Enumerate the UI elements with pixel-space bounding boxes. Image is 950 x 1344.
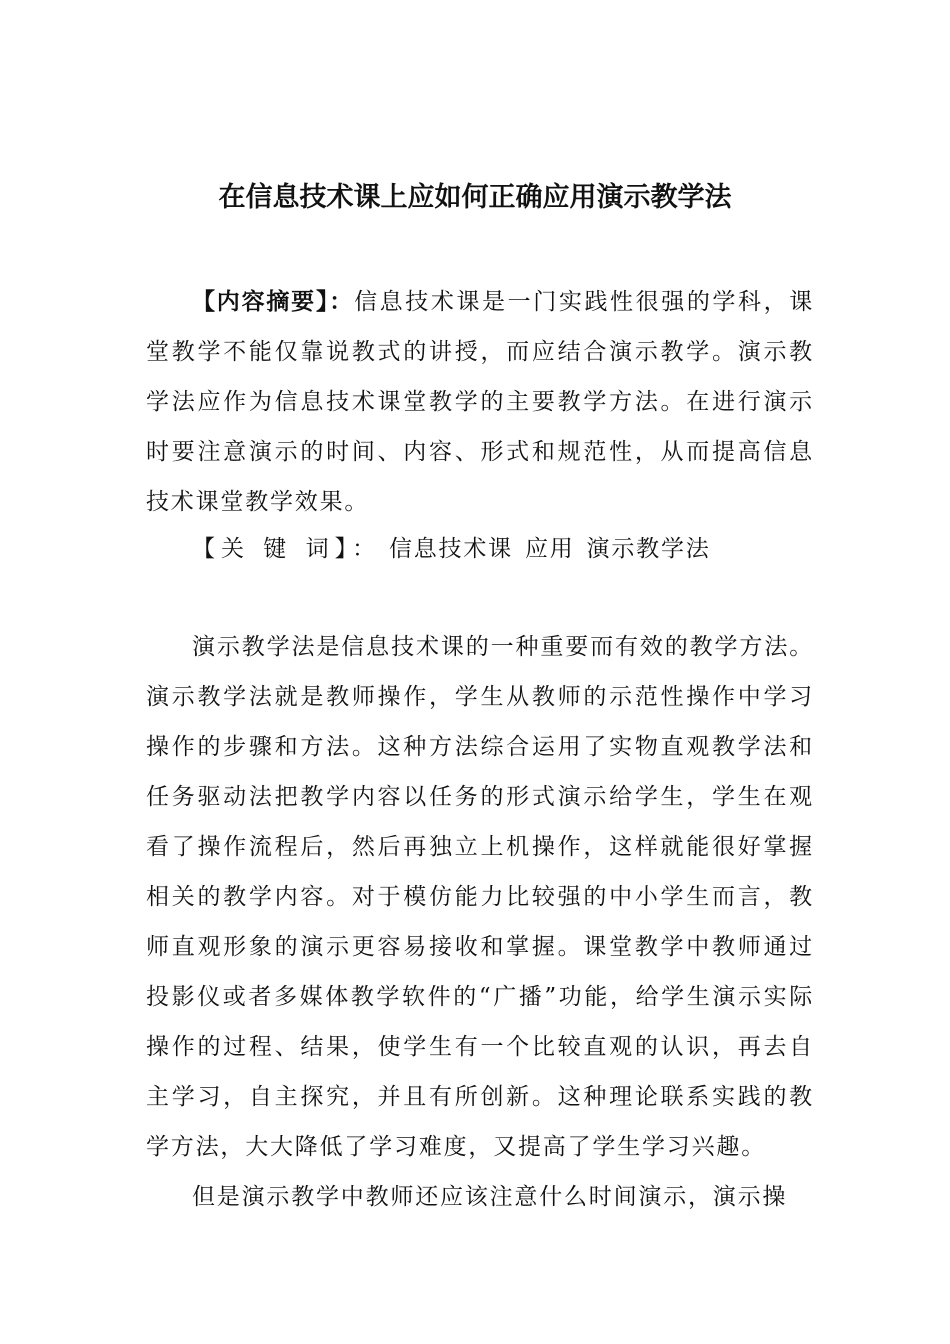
keywords-line bbox=[146, 524, 814, 574]
keyword-item: 应用 bbox=[524, 536, 575, 562]
body-paragraph: 演示教学法是信息技术课的一种重要而有效的教学方法。演示教学法就是教师操作，学生从教师的示范性操作中学习操作的步骤和方法。这种方法综合运用了实物直观教学法和任务驱动法把教学内容以任务的形式演示给学生，学生在观看了操作流程后，然后再独立上机操作，这样就能很好掌握相关的教学内容。对于模仿能力比较强的中小学生而言，教师直观形象的演示更容易接收和掌握。课堂教学中教师通过投影仪或者多媒体教学软件的“广播”功能，给学生演示实际操作的过程、结果，使学生有一个比较直观的认识，再去自主学习，自主探究，并且有所创新。这种理论联系实践的教学方法，大大降低了学习难度，又提高了学生学习兴趣。 bbox=[146, 634, 814, 1160]
abstract-section bbox=[146, 277, 814, 527]
abstract-label: 【内容摘要】 bbox=[192, 289, 330, 315]
document-title: 在信息技术课上应如何正确应用演示教学法 bbox=[218, 182, 732, 213]
keywords-colon: ： bbox=[352, 536, 377, 562]
body-paragraph: 但是演示教学中教师还应该注意什么时间演示，演示操 bbox=[192, 1184, 788, 1210]
abstract-paragraph bbox=[146, 277, 814, 527]
main-body bbox=[146, 622, 814, 1222]
keywords-section bbox=[146, 524, 814, 574]
keyword-item: 信息技术课 bbox=[388, 536, 513, 562]
abstract-colon: ： bbox=[329, 289, 355, 315]
keywords-label: 【关 键 词】 bbox=[192, 536, 353, 562]
keyword-item: 演示教学法 bbox=[586, 536, 711, 562]
abstract-text: 信息技术课是一门实践性很强的学科，课堂教学不能仅靠说教式的讲授，而应结合演示教学。演示教学法应作为信息技术课堂教学的主要教学方法。在进行演示时要注意演示的时间、内容、形式和规范性，从而提高信息技术课堂教学效果。 bbox=[146, 289, 815, 515]
